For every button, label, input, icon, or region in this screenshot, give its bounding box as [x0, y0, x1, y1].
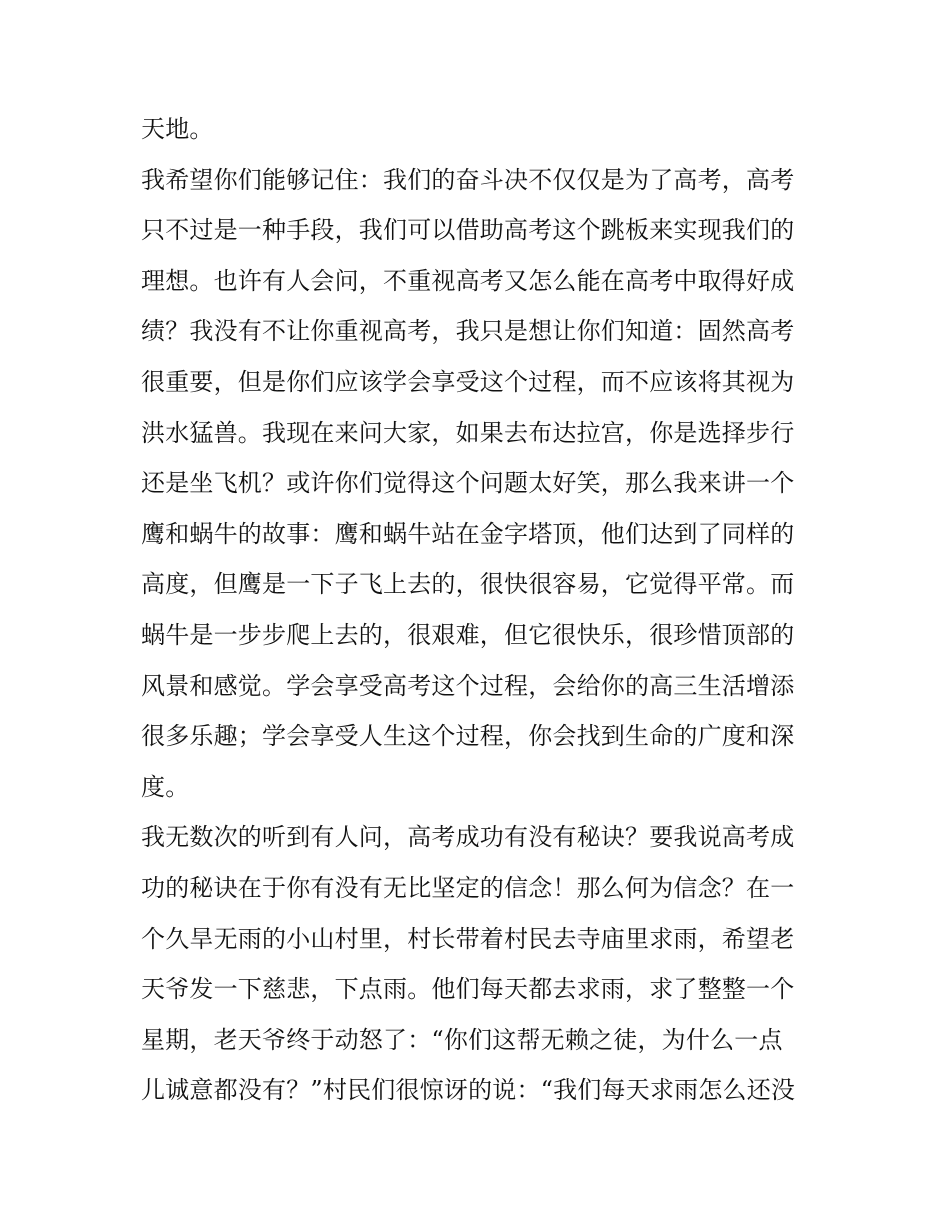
text-line: 高度，但鹰是一下子飞上去的，很快很容易，它觉得平常。而 — [141, 570, 795, 599]
text-line: 洪水猛兽。我现在来问大家，如果去布达拉宫，你是选择步行 — [141, 418, 795, 447]
text-line: 天爷发一下慈悲，下点雨。他们每天都去求雨，求了整整一个 — [141, 975, 795, 1004]
text-line: 我无数次的听到有人问，高考成功有没有秘诀？要我说高考成 — [141, 823, 795, 852]
text-line: 我希望你们能够记住：我们的奋斗决不仅仅是为了高考，高考 — [141, 165, 795, 194]
text-line: 儿诚意都没有？”村民们很惊讶的说：“我们每天求雨怎么还没 — [141, 1076, 796, 1105]
text-line: 只不过是一种手段，我们可以借助高考这个跳板来实现我们的 — [141, 216, 795, 245]
text-line: 很多乐趣；学会享受人生这个过程，你会找到生命的广度和深 — [141, 722, 795, 751]
text-line: 还是坐飞机？或许你们觉得这个问题太好笑，那么我来讲一个 — [141, 469, 795, 498]
text-line: 理想。也许有人会问，不重视高考又怎么能在高考中取得好成 — [141, 266, 795, 295]
text-line: 鹰和蜗牛的故事：鹰和蜗牛站在金字塔顶，他们达到了同样的 — [141, 519, 795, 548]
text-line: 个久旱无雨的小山村里，村长带着村民去寺庙里求雨，希望老 — [141, 924, 795, 953]
text-line: 功的秘诀在于你有没有无比坚定的信念！那么何为信念？在一 — [141, 873, 795, 902]
text-line: 度。 — [141, 772, 190, 801]
text-line: 很重要，但是你们应该学会享受这个过程，而不应该将其视为 — [141, 367, 795, 396]
text-line: 天地。 — [141, 115, 214, 143]
text-line: 蜗牛是一步步爬上去的，很艰难，但它很快乐，很珍惜顶部的 — [141, 620, 795, 649]
text-line: 星期，老天爷终于动怒了：“你们这帮无赖之徒，为什么一点 — [141, 1025, 783, 1054]
document-body — [141, 104, 813, 1116]
text-line: 绩？我没有不让你重视高考，我只是想让你们知道：固然高考 — [141, 317, 795, 346]
text-line: 风景和感觉。学会享受高考这个过程，会给你的高三生活增添 — [141, 671, 795, 700]
